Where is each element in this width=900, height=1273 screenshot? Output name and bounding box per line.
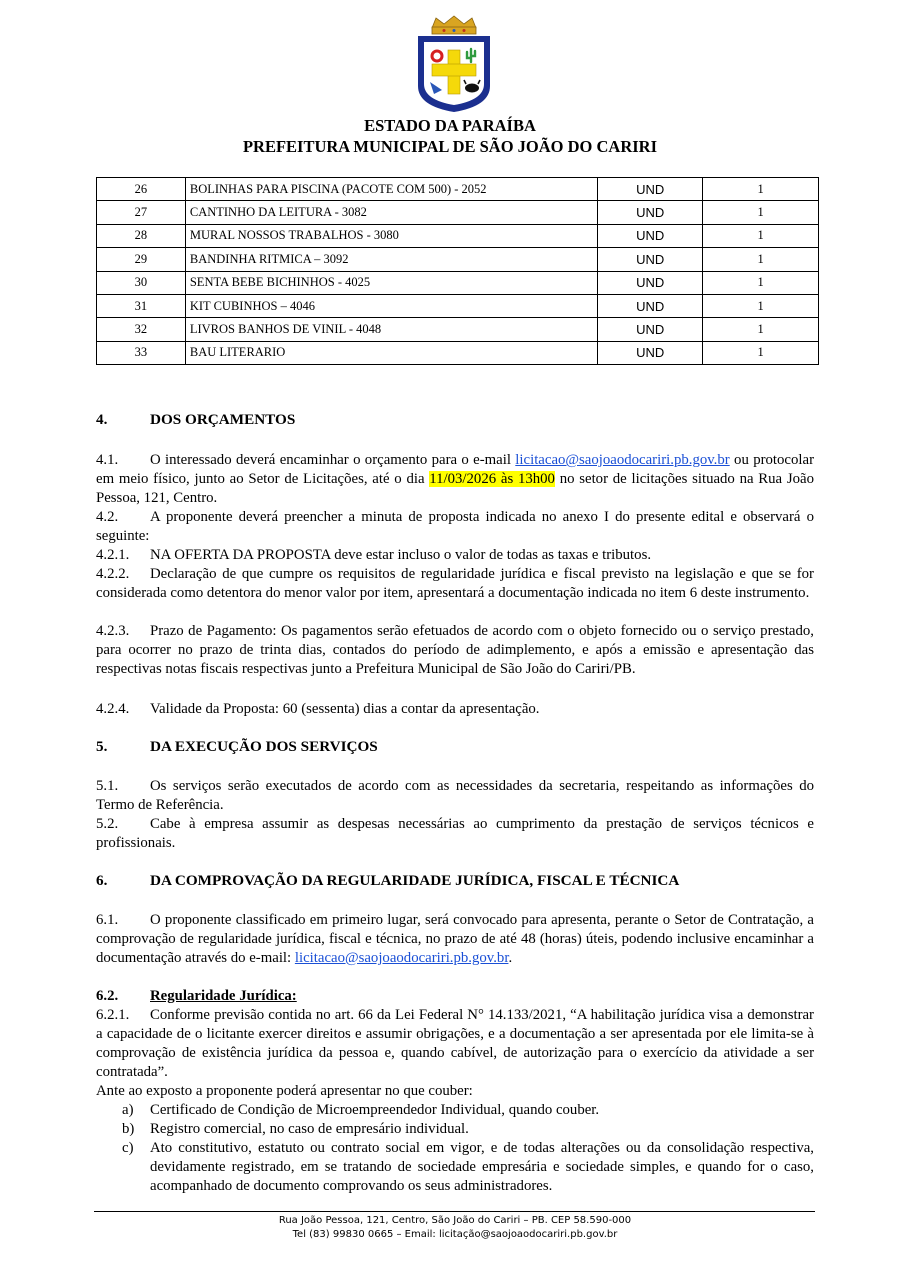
item-number: 32 [97,318,186,341]
header-state: ESTADO DA PARAÍBA [364,116,536,135]
item-quantity: 1 [703,201,819,224]
section-6-heading [96,872,814,891]
section-title: DA EXECUÇÃO DOS SERVIÇOS [150,738,378,755]
paragraph-4-2-1: 4.2.1. NA OFERTA DA PROPOSTA deve estar incluso o valor de todas as taxas e tributos. [96,547,652,563]
item-description: BANDINHA RITMICA – 3092 [185,248,597,271]
table-row [97,201,819,224]
item-unit: UND [598,318,703,341]
header-prefecture: PREFEITURA MUNICIPAL DE SÃO JOÃO DO CARIRI [242,137,658,156]
section-number: 6. [96,872,108,889]
section-title: DA COMPROVAÇÃO DA REGULARIDADE JURÍDICA, FISCAL E TÉCNICA [150,872,680,889]
item-unit: UND [598,224,703,247]
item-description: LIVROS BANHOS DE VINIL - 4048 [185,318,597,341]
footer-divider [94,1211,815,1212]
item-description: SENTA BEBE BICHINHOS - 4025 [185,271,597,294]
item-description: MURAL NOSSOS TRABALHOS - 3080 [185,224,597,247]
item-number: 28 [97,224,186,247]
item-number: 27 [97,201,186,224]
item-unit: UND [598,201,703,224]
section-title: DOS ORÇAMENTOS [150,411,296,428]
item-unit: UND [598,271,703,294]
email-link[interactable]: licitacao@saojoaodocariri.pb.gov.br [294,949,509,966]
subsection-6-2-heading: 6.2. Regularidade Jurídica: [96,988,297,1004]
paragraph-5-2: 5.2. Cabe à empresa assumir as despesas necessárias ao cumprimento da prestação de serviços técnicos e profissionais. [96,816,814,851]
item-description: CANTINHO DA LEITURA - 3082 [185,201,597,224]
item-unit: UND [598,178,703,201]
coat-of-arms-logo-icon [414,14,494,114]
table-row [97,178,819,201]
item-number: 30 [97,271,186,294]
list-item: a) Certificado de Condição de Microempreendedor Individual, quando couber. [122,1102,600,1118]
item-quantity: 1 [703,341,819,364]
requirements-list [96,1101,814,1196]
footer-address: Rua João Pessoa, 121, Centro, São João do Cariri – PB. CEP 58.590-000 [278,1215,632,1226]
item-unit: UND [598,341,703,364]
table-row [97,341,819,364]
table-row [97,224,819,247]
footer-contact: Tel (83) 99830 0665 – Email: licitação@saojoaodocariri.pb.gov.br [292,1229,618,1240]
item-description: BOLINHAS PARA PISCINA (PACOTE COM 500) - 2052 [185,178,597,201]
item-quantity: 1 [703,271,819,294]
item-description: BAU LITERARIO [185,341,597,364]
table-row [97,248,819,271]
paragraph-6-1: 6.1. O proponente classificado em primeiro lugar, será convocado para apresenta, perante o Setor de Contratação, a comprovação de regularidade jurídica, fiscal e técnica, no prazo de até 48 (horas) úteis, podendo inclusive encaminhar a documentação através do e-mail: licitacao@saojoaodocariri.pb.gov.br. [96,912,814,966]
items-table [96,177,819,365]
crown-icon [432,16,476,34]
table-row [97,318,819,341]
paragraph-4-2-2: 4.2.2. Declaração de que cumpre os requisitos de regularidade jurídica e fiscal previsto na legislação e que se for considerada como detentora do menor valor por item, apresentará a documentação indicada no item 6 deste instrumento. [96,566,814,601]
item-unit: UND [598,294,703,317]
email-link[interactable]: licitacao@saojoaodocariri.pb.gov.br [515,452,730,468]
item-quantity: 1 [703,248,819,271]
paragraph-4-1: 4.1. O interessado deverá encaminhar o orçamento para o e-mail licitacao@saojoaodocariri.pb.gov.br ou protocolar em meio físico, junto ao Setor de Licitações, até o dia 11/03/2026 às 13h00 no setor de licitações situado na Rua João Pessoa, 121, Centro. [96,452,814,506]
item-quantity: 1 [703,294,819,317]
section-number: 4. [96,411,108,428]
paragraph-4-2: 4.2. A proponente deverá preencher a minuta de proposta indicada no anexo I do presente edital e observará o seguinte: [96,509,814,544]
item-description: KIT CUBINHOS – 4046 [185,294,597,317]
list-intro: Ante ao exposto a proponente poderá apresentar no que couber: [96,1083,473,1099]
item-unit: UND [598,248,703,271]
item-number: 29 [97,248,186,271]
item-quantity: 1 [703,318,819,341]
paragraph-4-2-3: 4.2.3. Prazo de Pagamento: Os pagamentos serão efetuados de acordo com o objeto fornecido ou o serviço prestado, para ocorrer no prazo de trinta dias, contados do período de adimplemento, e após a emissão e apresentação das respectivas notas fiscais respectivas junto a Prefeitura Municipal de São João do Cariri/PB. [96,623,814,677]
paragraph-4-2-4: 4.2.4. Validade da Proposta: 60 (sessenta) dias a contar da apresentação. [96,701,540,717]
section-number: 5. [96,738,108,755]
item-quantity: 1 [703,178,819,201]
item-number: 26 [97,178,186,201]
section-5-heading [96,738,814,757]
paragraph-6-2-1: 6.2.1. Conforme previsão contida no art. 66 da Lei Federal N° 14.133/2021, “A habilitação jurídica visa a demonstrar a capacidade de o licitante exercer direitos e assumir obrigações, e a documentação a ser apresentada por ele limita-se à comprovação de existência jurídica da pessoa e, quando cabível, de autorização para o exercício da atividade a ser contratada”. [96,1007,814,1080]
paragraph-5-1: 5.1. Os serviços serão executados de acordo com as necessidades da secretaria, respeitando as informações do Termo de Referência. [96,778,814,813]
item-number: 31 [97,294,186,317]
list-item: c) Ato constitutivo, estatuto ou contrato social em vigor, e de todas alterações ou da consolidação respectiva, devidamente registrado, em se tratando de sociedade empresária e sociedade simples, e quando for o caso, acompanhado de documento comprovando os seus administradores. [122,1139,814,1194]
section-4-heading [96,411,814,430]
deadline-highlight: 11/03/2026 às 13h00 [429,470,555,487]
table-row [97,294,819,317]
item-quantity: 1 [703,224,819,247]
table-row [97,271,819,294]
item-number: 33 [97,341,186,364]
list-item: b) Registro comercial, no caso de empresário individual. [122,1120,469,1137]
